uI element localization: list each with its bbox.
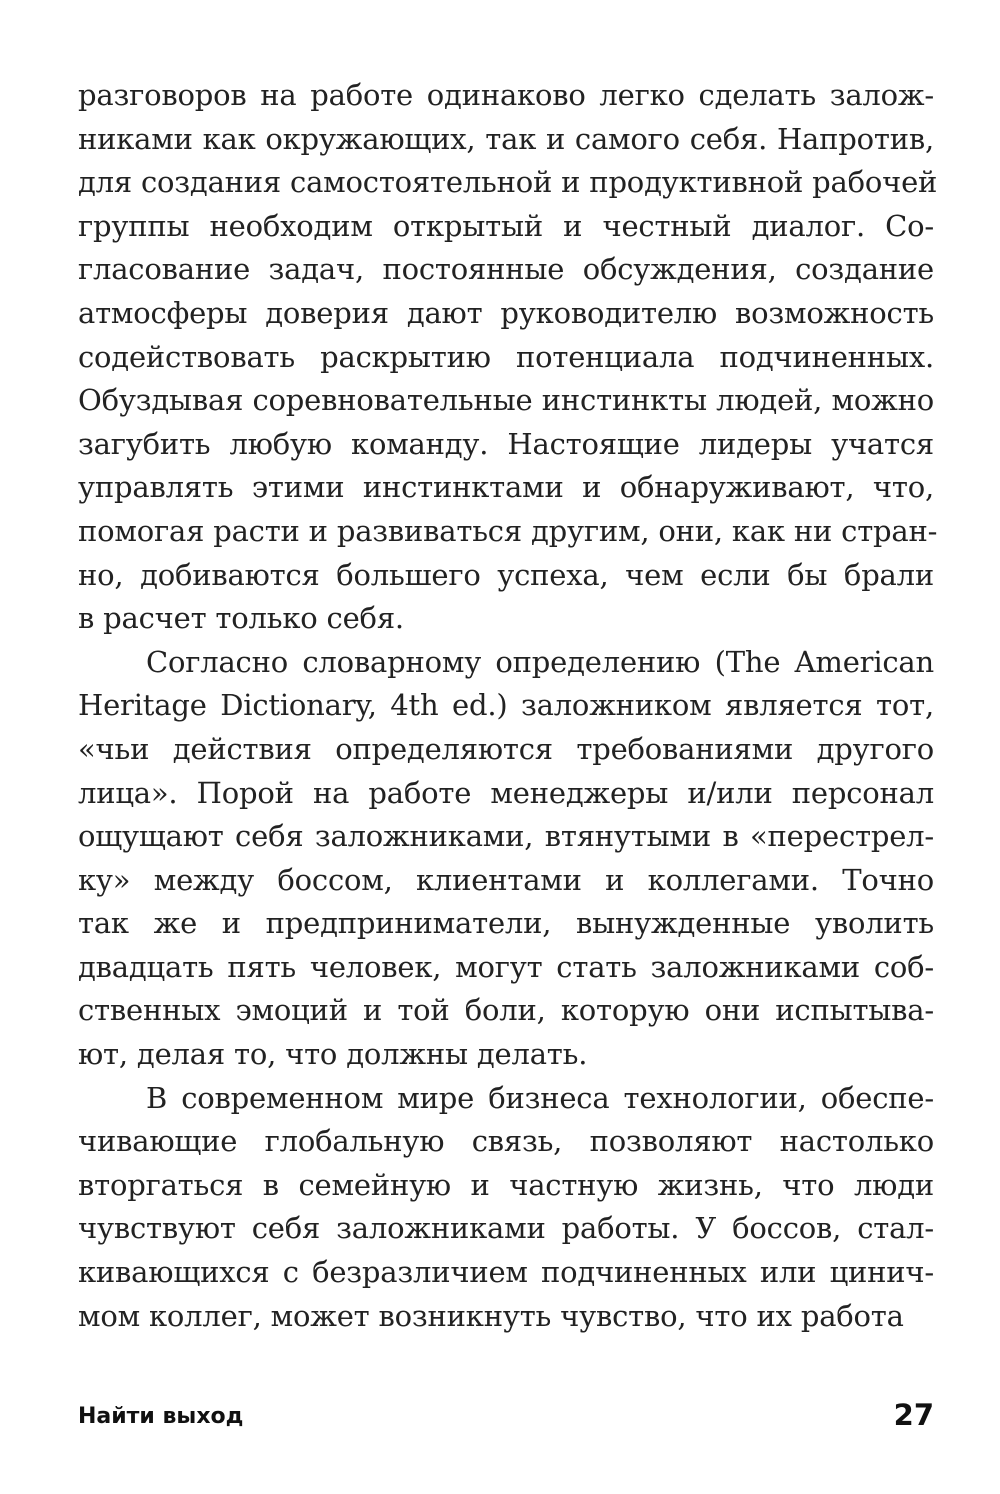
text-line: Обуздывая соревновательные инстинкты людей, можно [78,383,934,418]
text-line: гласование задач, постоянные обсуждения, создание [78,252,934,287]
running-footer-title: Найти выход [78,1404,244,1429]
text-line: вторгаться в семейную и частную жизнь, что люди [78,1167,934,1202]
text-line: Согласно словарному определению (The American [146,644,934,679]
text-line: для создания самостоятельной и продуктивной рабочей [78,165,938,200]
paragraph [78,641,934,1077]
paragraph [78,1077,934,1339]
text-line: группы необходим открытый и честный диалог. Со- [78,208,934,243]
text-line: но, добиваются большего успеха, чем если бы брали [78,557,934,592]
text-line: разговоров на работе одинаково легко сделать залож- [78,78,934,112]
text-line: содействовать раскрытию потенциала подчиненных. [78,339,934,374]
text-line: ют, делая то, что должны делать. [78,1037,588,1072]
text-line: помогая расти и развиваться другим, они, как ни стран- [78,513,938,548]
text-line: загубить любую команду. Настоящие лидеры учатся [78,426,934,461]
text-line: атмосферы доверия дают руководителю возможность [78,295,934,330]
text-line: «чьи действия определяются требованиями другого [78,731,934,766]
text-line: В современном мире бизнеса технологии, обеспе- [146,1080,934,1115]
text-line: кивающихся с безразличием подчиненных или цинич- [78,1255,934,1290]
page-body-text [78,74,938,1338]
text-line: ощущают себя заложниками, втянутыми в «перестрел- [78,819,934,854]
text-line: так же и предприниматели, вынужденные уволить [78,906,934,941]
paragraph [78,74,938,641]
text-line: мом коллег, может возникнуть чувство, что их работа [78,1298,904,1333]
text-line: ку» между боссом, клиентами и коллегами. Точно [78,862,934,897]
text-line: лица». Порой на работе менеджеры и/или персонал [78,775,934,810]
page-number: 27 [893,1398,934,1432]
text-line: управлять этими инстинктами и обнаруживают, что, [78,470,934,505]
text-line: чивающие глобальную связь, позволяют настолько [78,1124,934,1159]
text-line: Heritage Dictionary, 4th ed.) заложником является тот, [78,688,934,723]
text-line: никами как окружающих, так и самого себя. Напротив, [78,121,934,156]
text-line: ственных эмоций и той боли, которую они испытыва- [78,993,934,1028]
text-line: чувствуют себя заложниками работы. У боссов, стал- [78,1211,934,1246]
text-line: двадцать пять человек, могут стать заложниками соб- [78,949,934,984]
text-line: в расчет только себя. [78,601,404,636]
page-footer [78,1398,934,1438]
